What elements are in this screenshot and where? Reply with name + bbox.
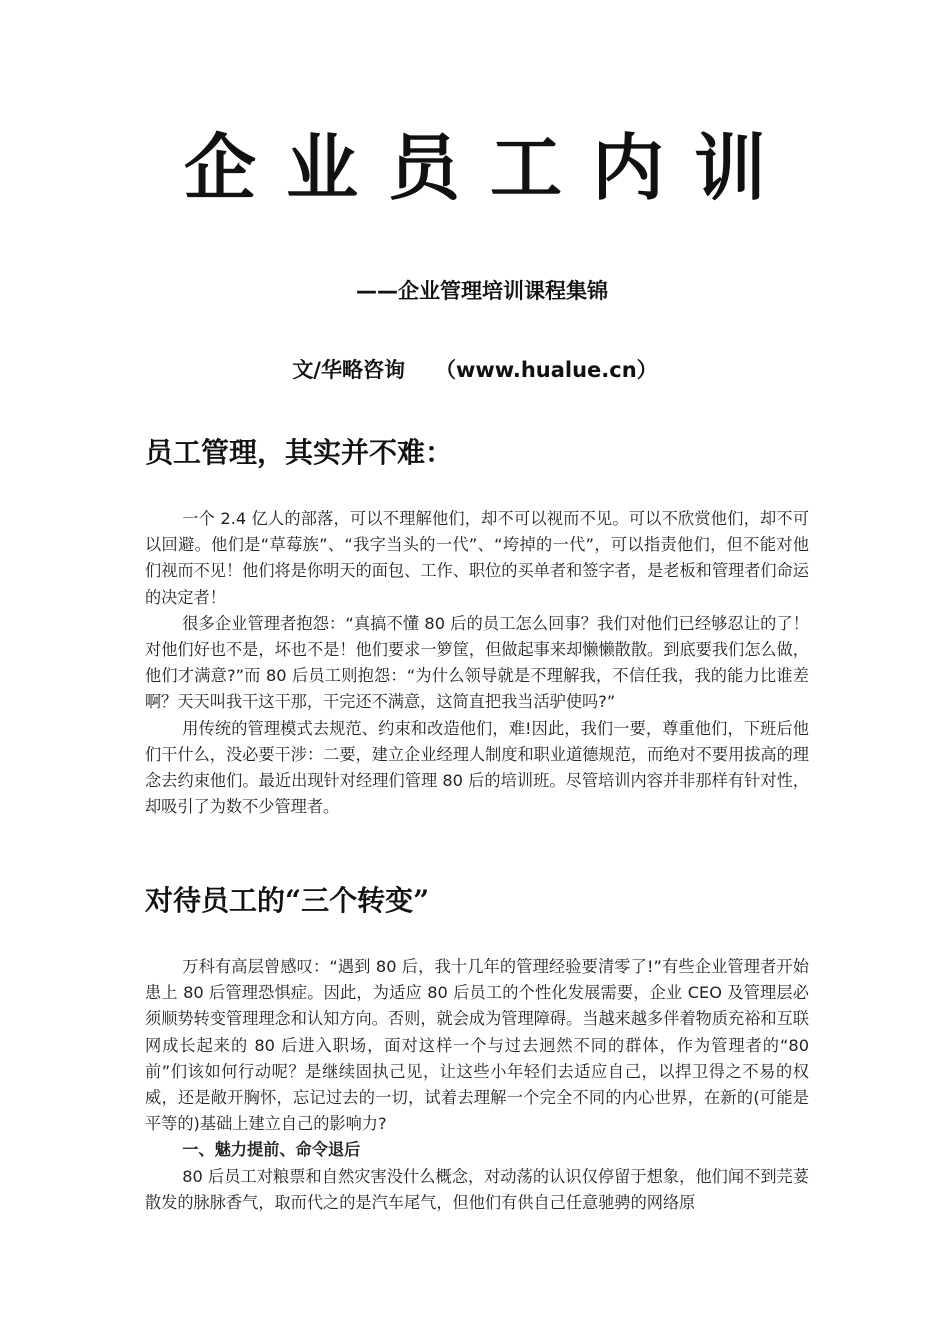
website-link[interactable]: （www.hualue.cn）	[434, 358, 658, 382]
section-heading-three-changes: 对待员工的“三个转变”	[145, 884, 430, 917]
document-title: 企业员工内训	[183, 125, 796, 210]
author-name: 文/华略咨询	[292, 358, 405, 382]
section-body-three-changes	[145, 954, 809, 1216]
paragraph: 万科有高层曾感叹：“遇到 80 后，我十几年的管理经验要清零了!”有些企业管理者开始患上 80 后管理恐惧症。因此，为适应 80 后员工的个性化发展需要，企业 CEO 及管理层必须顺势转变管理理念和认知方向。否则，就会成为管理障碍。当越来越多伴着物质充裕和互联网成长起来的 80 后进入职场，面对这样一个与过去迥然不同的群体，作为管理者的“80 前”们该如何行动呢？是继续固执己见，让这些小年轻们去适应自己，以捍卫得之不易的权威，还是敞开胸怀，忘记过去的一切，试着去理解一个完全不同的内心世界，在新的(可能是平等的)基础上建立自己的影响力?	[145, 957, 809, 1134]
paragraph: 一个 2.4 亿人的部落，可以不理解他们，却不可以视而不见。可以不欣赏他们，却不可以回避。他们是“草莓族”、“我字当头的一代”、“垮掉的一代”，可以指责他们，但不能对他们视而不见！他们将是你明天的面包、工作、职位的买单者和签字者，是老板和管理者们命运的决定者！	[145, 509, 809, 607]
paragraph: 80 后员工对粮票和自然灾害没什么概念，对动荡的认识仅停留于想象，他们闻不到芫荽散发的脉脉香气，取而代之的是汽车尾气，但他们有供自己任意驰骋的网络原	[145, 1166, 809, 1212]
paragraph: 很多企业管理者抱怨：“真搞不懂 80 后的员工怎么回事？我们对他们已经够忍让的了！对他们好也不是，坏也不是！他们要求一箩筐，但做起事来却懒懒散散。到底要我们怎么做，他们才满意?”而 80 后员工则抱怨：“为什么领导就是不理解我，不信任我，我的能力比谁差啊？天天叫我干这干那，干完还不满意，这简直把我当活驴使吗?”	[145, 613, 809, 712]
document-subtitle: ——企业管理培训课程集锦	[356, 279, 608, 303]
paragraph: 用传统的管理模式去规范、约束和改造他们，难!因此，我们一要，尊重他们，下班后他们干什么，没必要干涉：二要，建立企业经理人制度和职业道德规范，而绝对不要用拔高的理念去约束他们。最近出现针对经理们管理 80 后的培训班。尽管培训内容并非那样有针对性，却吸引了为数不少管理者。	[145, 718, 809, 817]
section-body-employee-management	[145, 506, 809, 820]
section-heading-employee-management: 员工管理，其实并不难：	[145, 436, 454, 469]
author-line	[0, 355, 950, 385]
subheading-charisma-first: 一、魅力提前、命令退后	[182, 1140, 361, 1160]
